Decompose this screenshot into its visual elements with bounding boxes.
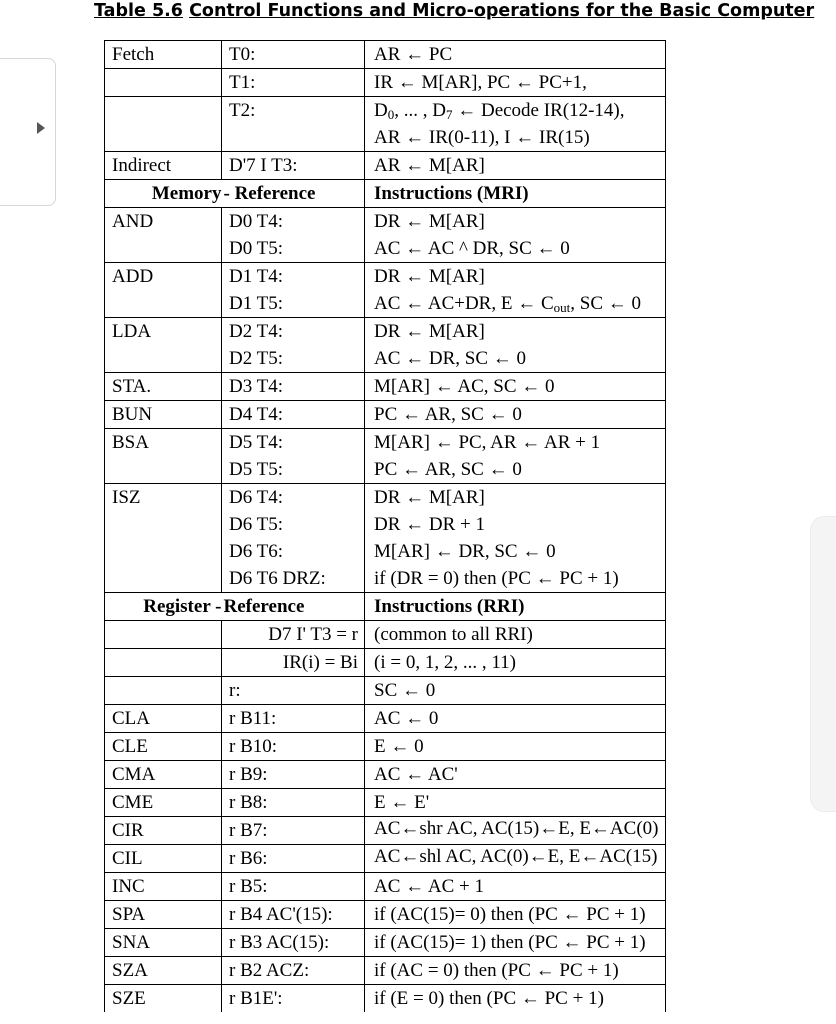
- micro-operation: AC←shr AC, AC(15)←E, E←AC(0): [365, 817, 666, 845]
- expand-arrow-icon[interactable]: [37, 122, 45, 134]
- control-condition: D3 T4:: [222, 373, 365, 401]
- control-condition: r B8:: [222, 789, 365, 817]
- instruction-label: AND: [105, 208, 222, 236]
- table-row: [105, 705, 666, 733]
- side-panel: [810, 516, 836, 812]
- control-condition: D6 T5:: [222, 511, 365, 538]
- micro-operation: if (AC(15)= 0) then (PC ← PC + 1): [365, 901, 666, 929]
- instruction-label: Fetch: [105, 41, 222, 69]
- instruction-label: [105, 649, 222, 677]
- control-condition: r B10:: [222, 733, 365, 761]
- section-label-left: Memory: [105, 180, 222, 208]
- table-row: [105, 41, 666, 69]
- table-row: [105, 649, 666, 677]
- table-row: [105, 484, 666, 512]
- control-condition: D7 I' T3 = r: [222, 621, 365, 649]
- table-row: [105, 565, 666, 593]
- instruction-label: STA.: [105, 373, 222, 401]
- instruction-label: [105, 290, 222, 318]
- instruction-label: [105, 511, 222, 538]
- table-row: [105, 235, 666, 263]
- micro-operation: AC ← AC ^ DR, SC ← 0: [365, 235, 666, 263]
- control-condition: D5 T4:: [222, 429, 365, 457]
- micro-operation: (i = 0, 1, 2, ... , 11): [365, 649, 666, 677]
- instruction-label: BUN: [105, 401, 222, 429]
- op-part: AR ← IR(0-11), I ← IR(15): [374, 127, 590, 148]
- control-condition: r B5:: [222, 873, 365, 901]
- table-row: [105, 845, 666, 873]
- micro-operation: AC ← AC + 1: [365, 873, 666, 901]
- control-condition: r B9:: [222, 761, 365, 789]
- instruction-label: SPA: [105, 901, 222, 929]
- micro-operation: if (DR = 0) then (PC ← PC + 1): [365, 565, 666, 593]
- table-row: [105, 677, 666, 705]
- micro-operation: SC ← 0: [365, 677, 666, 705]
- control-condition: D4 T4:: [222, 401, 365, 429]
- table-row: [105, 429, 666, 457]
- control-functions-table: [104, 40, 666, 1012]
- micro-operation: M[AR] ← AC, SC ← 0: [365, 373, 666, 401]
- control-condition: r B2 ACZ:: [222, 957, 365, 985]
- instruction-label: [105, 565, 222, 593]
- micro-operation: AC←shl AC, AC(0)←E, E←AC(15): [365, 845, 666, 873]
- micro-operation: PC ← AR, SC ← 0: [365, 401, 666, 429]
- instruction-label: [105, 621, 222, 649]
- instruction-label: ADD: [105, 263, 222, 291]
- instruction-label: CIL: [105, 845, 222, 873]
- op-subscript: 0: [387, 107, 395, 122]
- micro-operation: AC ← 0: [365, 705, 666, 733]
- control-condition: D1 T4:: [222, 263, 365, 291]
- control-condition: D2 T5:: [222, 345, 365, 373]
- micro-operation: AR ← PC: [365, 41, 666, 69]
- control-condition: T2:: [222, 97, 365, 152]
- micro-operation: [365, 290, 666, 318]
- table-title: [94, 0, 836, 22]
- micro-operation: if (AC = 0) then (PC ← PC + 1): [365, 957, 666, 985]
- micro-operation: DR ← M[AR]: [365, 484, 666, 512]
- control-condition: D6 T6:: [222, 538, 365, 565]
- table-row: [105, 263, 666, 291]
- control-condition: D0 T4:: [222, 208, 365, 236]
- instruction-label: CLA: [105, 705, 222, 733]
- table-row: [105, 456, 666, 484]
- control-condition: r B11:: [222, 705, 365, 733]
- instruction-label: SZE: [105, 985, 222, 1013]
- micro-operation: DR ← M[AR]: [365, 208, 666, 236]
- control-condition: D'7 I T3:: [222, 152, 365, 180]
- control-condition: D2 T4:: [222, 318, 365, 346]
- op-subscript: 7: [445, 107, 453, 122]
- micro-operation: (common to all RRI): [365, 621, 666, 649]
- micro-operation: DR ← DR + 1: [365, 511, 666, 538]
- table-row: [105, 817, 666, 845]
- control-condition: r B3 AC(15):: [222, 929, 365, 957]
- micro-operation: PC ← AR, SC ← 0: [365, 456, 666, 484]
- micro-operation: DR ← M[AR]: [365, 263, 666, 291]
- control-condition: D1 T5:: [222, 290, 365, 318]
- table-row: [105, 985, 666, 1013]
- table-row: [105, 733, 666, 761]
- side-expand-tab[interactable]: [0, 58, 56, 206]
- control-condition: r B4 AC'(15):: [222, 901, 365, 929]
- instruction-label: [105, 456, 222, 484]
- table-row: [105, 873, 666, 901]
- instruction-label: BSA: [105, 429, 222, 457]
- op-part: D: [374, 100, 388, 121]
- section-label-right: Instructions (RRI): [365, 593, 666, 621]
- micro-operation: if (E = 0) then (PC ← PC + 1): [365, 985, 666, 1013]
- table-row: [105, 511, 666, 538]
- micro-operation: AC ← AC': [365, 761, 666, 789]
- table-row: [105, 401, 666, 429]
- table-row: [105, 208, 666, 236]
- micro-operation: DR ← M[AR]: [365, 318, 666, 346]
- instruction-label: CMA: [105, 761, 222, 789]
- table-row: [105, 538, 666, 565]
- table-row: [105, 290, 666, 318]
- control-condition: r B1E':: [222, 985, 365, 1013]
- table-row: [105, 957, 666, 985]
- table-row: [105, 373, 666, 401]
- micro-operation: [365, 97, 666, 152]
- instruction-label: ISZ: [105, 484, 222, 512]
- instruction-label: Indirect: [105, 152, 222, 180]
- instruction-label: SNA: [105, 929, 222, 957]
- op-subscript: out: [553, 300, 571, 315]
- table-row: [105, 901, 666, 929]
- control-condition: r:: [222, 677, 365, 705]
- table-row: [105, 69, 666, 97]
- control-condition: T1:: [222, 69, 365, 97]
- instruction-label: [105, 97, 222, 152]
- control-condition: D0 T5:: [222, 235, 365, 263]
- micro-operation: AC ← DR, SC ← 0: [365, 345, 666, 373]
- instruction-label: CME: [105, 789, 222, 817]
- table-row: [105, 152, 666, 180]
- micro-operation: M[AR] ← PC, AR ← AR + 1: [365, 429, 666, 457]
- instruction-label: [105, 345, 222, 373]
- micro-operation: E ← E': [365, 789, 666, 817]
- control-condition: r B6:: [222, 845, 365, 873]
- instruction-label: [105, 235, 222, 263]
- control-condition: IR(i) = Bi: [222, 649, 365, 677]
- micro-operation: IR ← M[AR], PC ← PC+1,: [365, 69, 666, 97]
- table-number: Table 5.6: [94, 1, 183, 21]
- op-part: , ... , D: [394, 100, 446, 121]
- table-row: [105, 97, 666, 152]
- table-row: [105, 621, 666, 649]
- instruction-label: [105, 538, 222, 565]
- instruction-label: CIR: [105, 817, 222, 845]
- table-row: [105, 345, 666, 373]
- section-label-mid: Reference: [222, 593, 365, 621]
- control-condition: D6 T6 DRZ:: [222, 565, 365, 593]
- instruction-label: CLE: [105, 733, 222, 761]
- table-row: [105, 789, 666, 817]
- op-part: , SC ← 0: [570, 293, 642, 314]
- micro-operation: M[AR] ← DR, SC ← 0: [365, 538, 666, 565]
- section-row: [105, 593, 666, 621]
- micro-operation: AR ← M[AR]: [365, 152, 666, 180]
- table-caption: Control Functions and Micro-operations for the Basic Computer: [189, 1, 815, 21]
- table-body: [105, 41, 666, 1013]
- control-condition: D6 T4:: [222, 484, 365, 512]
- instruction-label: SZA: [105, 957, 222, 985]
- op-part: ← Decode IR(12-14),: [452, 100, 625, 121]
- control-condition: T0:: [222, 41, 365, 69]
- control-condition: D5 T5:: [222, 456, 365, 484]
- instruction-label: LDA: [105, 318, 222, 346]
- section-label-mid: - Reference: [222, 180, 365, 208]
- micro-operation: if (AC(15)= 1) then (PC ← PC + 1): [365, 929, 666, 957]
- op-part: AC ← AC+DR, E ← C: [374, 293, 554, 314]
- table-row: [105, 761, 666, 789]
- section-row: [105, 180, 666, 208]
- micro-operation: E ← 0: [365, 733, 666, 761]
- table-row: [105, 929, 666, 957]
- section-label-left: Register -: [105, 593, 222, 621]
- table-row: [105, 318, 666, 346]
- instruction-label: [105, 69, 222, 97]
- section-label-right: Instructions (MRI): [365, 180, 666, 208]
- control-condition: r B7:: [222, 817, 365, 845]
- instruction-label: INC: [105, 873, 222, 901]
- instruction-label: [105, 677, 222, 705]
